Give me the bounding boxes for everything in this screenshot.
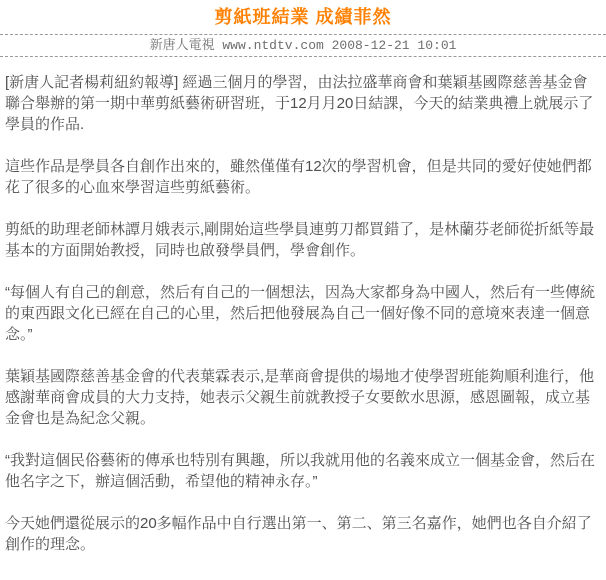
article-paragraph: “每個人有自己的創意，然后有自己的一個想法，因為大家都身為中國人，然后有一些傳統的東西跟文化已經在自己的心里，然后把他發展為自己一個好像不同的意境來表達一個意念。” bbox=[5, 284, 595, 343]
article-paragraph: 今天她們還從展示的20多幅作品中自行選出第一、第二、第三名嘉作，她們也各自介紹了創作的理念。 bbox=[5, 515, 592, 553]
article-paragraph: [新唐人記者楊莉紐約報導] 經過三個月的學習，由法拉盛華商會和葉穎基國際慈善基金會聯合舉辦的第一期中華剪紙藝術研習班，于12月月20日結課，今天的結業典禮上就展示了學員的作品. bbox=[5, 74, 594, 133]
page-title: 剪紙班結業 成績菲然 bbox=[214, 7, 392, 27]
source-line: 新唐人電視 www.ntdtv.com 2008-12-21 10:01 bbox=[149, 38, 457, 53]
article-body bbox=[0, 57, 606, 555]
article-paragraph: 葉穎基國際慈善基金會的代表葉霖表示,是華商會提供的場地才使學習班能夠順利進行，他感謝華商會成員的大力支持，她表示父親生前就教授子女要飲水思源，感恩圖報，成立基金會也是為紀念父親。 bbox=[5, 368, 595, 427]
article-paragraph: “我對這個民俗藝術的傳承也特別有興趣，所以我就用他的名義來成立一個基金會，然后在他名字之下，辦這個活動，希望他的精神永存。” bbox=[5, 452, 595, 490]
article-page bbox=[0, 3, 606, 555]
article-paragraph: 剪紙的助理老師林譚月娥表示,剛開始這些學員連剪刀都買錯了，是林蘭芬老師從折紙等最基本的方面開始教授，同時也啟發學員們，學會創作。 bbox=[5, 221, 595, 259]
article-paragraph: 這些作品是學員各自創作出來的，雖然僅僅有12次的學習机會，但是共同的愛好使她們都花了很多的心血來學習這些剪紙藝術。 bbox=[5, 158, 592, 196]
